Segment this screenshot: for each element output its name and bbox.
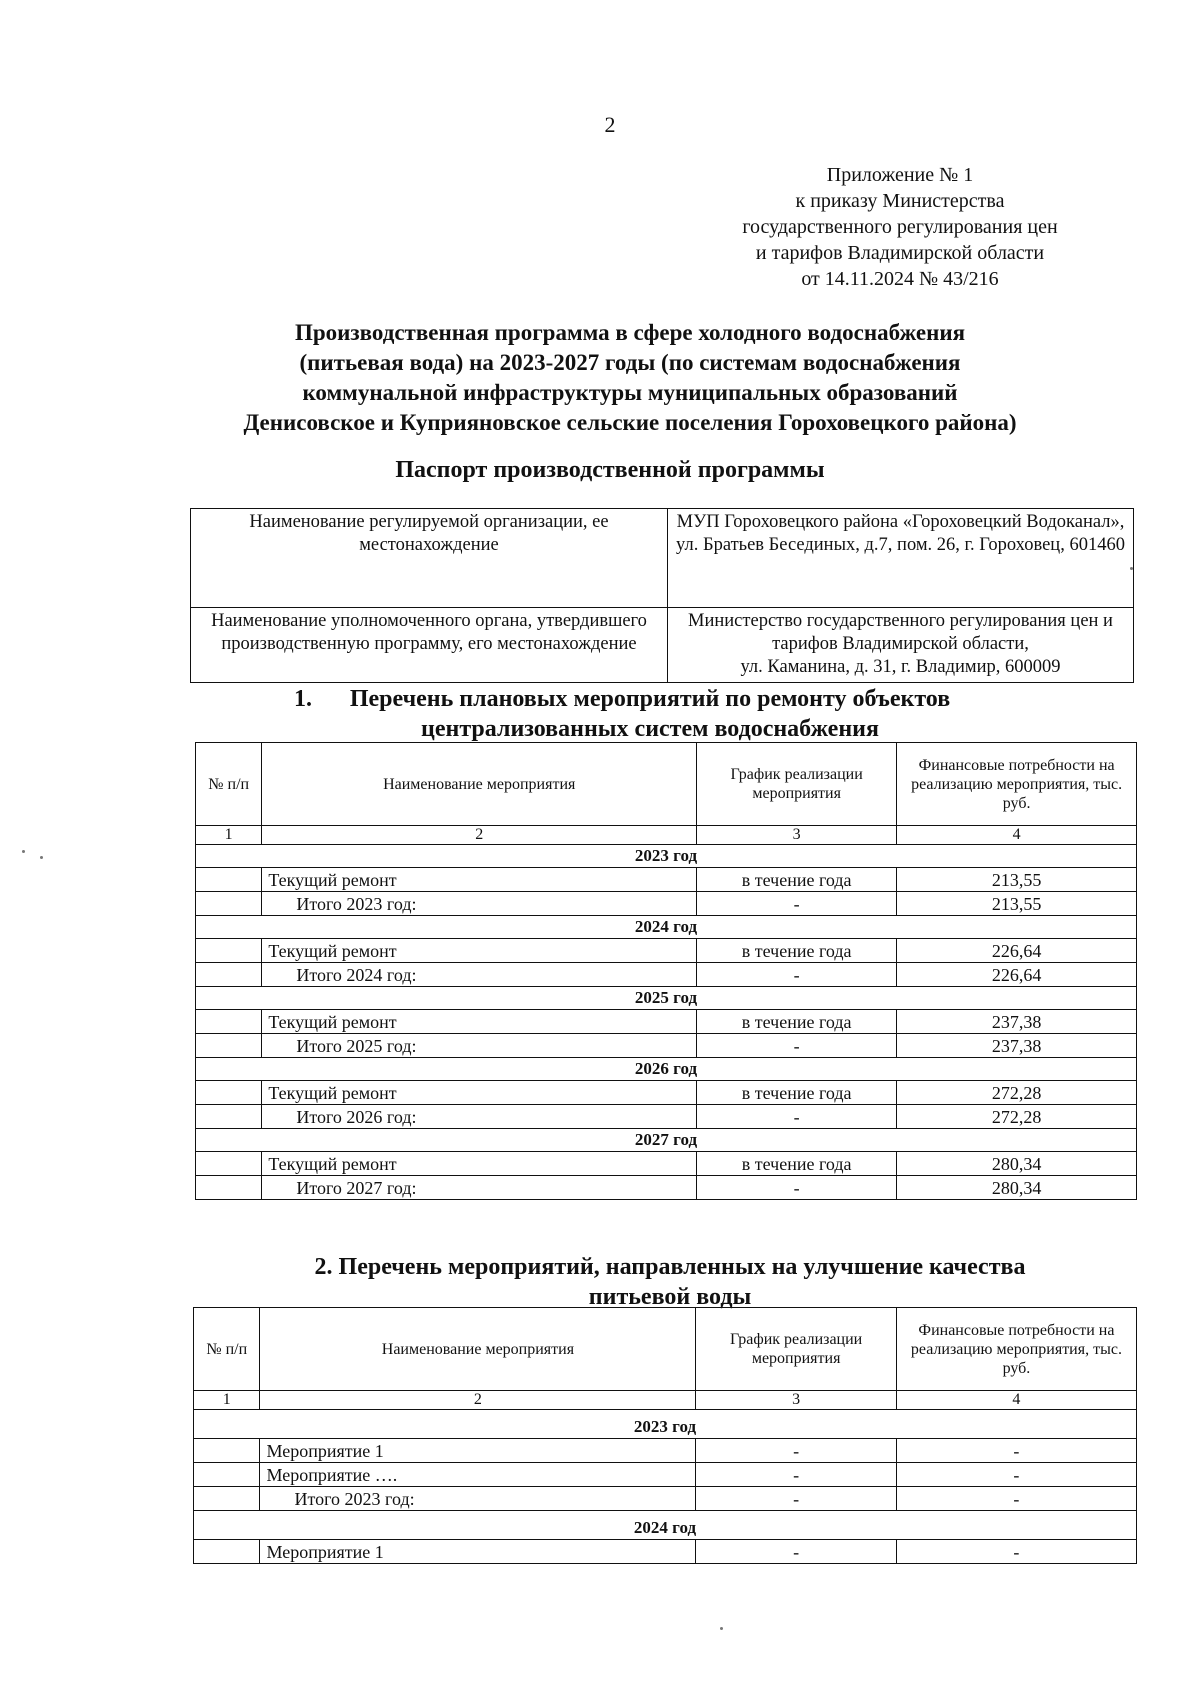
cell-number <box>196 892 262 916</box>
cell-schedule: - <box>696 1439 896 1463</box>
table-row-total <box>194 1487 1137 1511</box>
cell-number <box>196 963 262 987</box>
passport-title: Паспорт производственной программы <box>395 457 825 483</box>
title-line: Денисовское и Куприяновское сельские поселения Гороховецкого района) <box>243 410 1017 435</box>
passport-value-line: ул. Каманина, д. 31, г. Владимир, 600009 <box>740 657 1061 677</box>
appendix-line: государственного регулирования цен <box>742 216 1058 238</box>
title-line: (питьевая вода) на 2023-2027 годы (по системам водоснабжения <box>299 350 961 375</box>
section-title-line: 2. Перечень мероприятий, направленных на улучшение качества <box>314 1254 1026 1280</box>
passport-table <box>190 508 1134 683</box>
table-row-total <box>196 963 1137 987</box>
scan-speck <box>22 850 25 853</box>
cell-name: Текущий ремонт <box>262 1010 697 1034</box>
cell-name: Мероприятие …. <box>260 1463 696 1487</box>
cell-name: Итого 2023 год: <box>260 1487 696 1511</box>
document-title <box>190 318 1070 438</box>
year-label: 2024 год <box>194 1511 1137 1540</box>
year-row <box>196 1129 1137 1152</box>
year-label: 2025 год <box>196 987 1137 1010</box>
table-row <box>196 868 1137 892</box>
passport-value-line: МУП Гороховецкого района «Гороховецкий Водоканал», <box>676 512 1125 532</box>
col-number: 4 <box>897 826 1137 845</box>
cell-value: 226,64 <box>897 963 1137 987</box>
year-label: 2023 год <box>196 845 1137 868</box>
appendix-line: и тарифов Владимирской области <box>755 242 1045 264</box>
col-header-number: № п/п <box>194 1308 260 1391</box>
col-header-schedule: График реализации мероприятия <box>696 1308 896 1391</box>
table-row-total <box>196 1034 1137 1058</box>
year-row <box>194 1511 1137 1540</box>
table-row-total <box>196 1176 1137 1200</box>
section-title-line: Перечень плановых мероприятий по ремонту объектов <box>349 686 951 712</box>
cell-value: - <box>896 1540 1136 1564</box>
section2-title <box>230 1252 1110 1312</box>
title-line: Производственная программа в сфере холодного водоснабжения <box>294 320 966 345</box>
cell-name: Итого 2027 год: <box>262 1176 697 1200</box>
cell-value: - <box>896 1463 1136 1487</box>
year-row <box>196 916 1137 939</box>
table-row <box>196 1010 1137 1034</box>
col-header-finance: Финансовые потребности на реализацию мероприятия, тыс. руб. <box>896 1308 1136 1391</box>
year-row <box>194 1410 1137 1439</box>
passport-value-line: Министерство государственного регулирования цен и тарифов Владимирской области, <box>688 611 1113 654</box>
cell-number <box>196 1081 262 1105</box>
cell-schedule: в течение года <box>697 868 897 892</box>
cell-name: Итого 2024 год: <box>262 963 697 987</box>
cell-number <box>196 1105 262 1129</box>
col-number: 1 <box>194 1391 260 1410</box>
section-number: 1. <box>294 686 312 712</box>
appendix-line: Приложение № 1 <box>826 164 974 186</box>
table-row-total <box>196 1105 1137 1129</box>
section-title-line: централизованных систем водоснабжения <box>421 716 879 742</box>
scan-speck <box>720 1627 723 1630</box>
table-row <box>194 1540 1137 1564</box>
year-label: 2023 год <box>194 1410 1137 1439</box>
cell-number <box>194 1540 260 1564</box>
cell-number <box>196 939 262 963</box>
col-header-name: Наименование мероприятия <box>260 1308 696 1391</box>
cell-number <box>196 868 262 892</box>
cell-name: Мероприятие 1 <box>260 1439 696 1463</box>
table-row <box>194 1463 1137 1487</box>
col-header-number: № п/п <box>196 743 262 826</box>
col-number: 1 <box>196 826 262 845</box>
cell-value: - <box>896 1487 1136 1511</box>
table-row <box>196 1081 1137 1105</box>
cell-schedule: в течение года <box>697 1081 897 1105</box>
cell-name: Текущий ремонт <box>262 868 697 892</box>
cell-schedule: - <box>697 1034 897 1058</box>
appendix-header <box>700 162 1100 292</box>
appendix-line: к приказу Министерства <box>795 190 1005 212</box>
section-title-line: питьевой воды <box>588 1284 752 1310</box>
cell-number <box>194 1463 260 1487</box>
cell-name: Текущий ремонт <box>262 939 697 963</box>
cell-name: Итого 2025 год: <box>262 1034 697 1058</box>
year-row <box>196 1058 1137 1081</box>
cell-schedule: - <box>697 963 897 987</box>
table-row <box>196 1152 1137 1176</box>
cell-number <box>196 1034 262 1058</box>
cell-number <box>194 1439 260 1463</box>
cell-value: 226,64 <box>897 939 1137 963</box>
col-header-finance: Финансовые потребности на реализацию мероприятия, тыс. руб. <box>897 743 1137 826</box>
col-number: 2 <box>260 1391 696 1410</box>
cell-schedule: в течение года <box>697 1010 897 1034</box>
cell-schedule: в течение года <box>697 1152 897 1176</box>
table-row <box>194 1439 1137 1463</box>
year-label: 2027 год <box>196 1129 1137 1152</box>
passport-value <box>668 608 1134 683</box>
col-number: 4 <box>896 1391 1136 1410</box>
passport-value-line: ул. Братьев Бесединых, д.7, пом. 26, г. Гороховец, 601460 <box>676 535 1125 555</box>
appendix-line: от 14.11.2024 № 43/216 <box>801 268 999 290</box>
cell-value: 280,34 <box>897 1176 1137 1200</box>
cell-schedule: - <box>696 1487 896 1511</box>
cell-schedule: в течение года <box>697 939 897 963</box>
cell-name: Итого 2023 год: <box>262 892 697 916</box>
cell-name: Текущий ремонт <box>262 1152 697 1176</box>
cell-number <box>194 1487 260 1511</box>
section1-title <box>260 684 1040 744</box>
year-row <box>196 845 1137 868</box>
col-number: 2 <box>262 826 697 845</box>
scan-speck <box>40 856 43 859</box>
cell-name: Итого 2026 год: <box>262 1105 697 1129</box>
passport-row <box>191 509 1134 608</box>
passport-row <box>191 608 1134 683</box>
cell-name: Текущий ремонт <box>262 1081 697 1105</box>
title-line: коммунальной инфраструктуры муниципальных образований <box>302 380 958 405</box>
cell-value: 237,38 <box>897 1010 1137 1034</box>
cell-schedule: - <box>696 1463 896 1487</box>
cell-number <box>196 1010 262 1034</box>
repair-measures-table <box>195 742 1137 1200</box>
cell-number <box>196 1176 262 1200</box>
cell-value: 213,55 <box>897 868 1137 892</box>
water-quality-measures-table <box>193 1307 1137 1564</box>
column-number-row <box>196 826 1137 845</box>
col-number: 3 <box>697 826 897 845</box>
cell-value: - <box>896 1439 1136 1463</box>
cell-schedule: - <box>697 1105 897 1129</box>
column-number-row <box>194 1391 1137 1410</box>
col-header-name: Наименование мероприятия <box>262 743 697 826</box>
passport-label: Наименование регулируемой организации, ее местонахождение <box>191 509 668 608</box>
scan-speck <box>1130 567 1133 570</box>
cell-schedule: - <box>697 1176 897 1200</box>
year-row <box>196 987 1137 1010</box>
col-header-schedule: График реализации мероприятия <box>697 743 897 826</box>
passport-value <box>668 509 1134 608</box>
table-header-row <box>196 743 1137 826</box>
cell-value: 272,28 <box>897 1105 1137 1129</box>
passport-label: Наименование уполномоченного органа, утвердившего производственную программу, его местонахождение <box>191 608 668 683</box>
cell-value: 213,55 <box>897 892 1137 916</box>
year-label: 2026 год <box>196 1058 1137 1081</box>
page-number: 2 <box>604 112 616 137</box>
table-header-row <box>194 1308 1137 1391</box>
cell-number <box>196 1152 262 1176</box>
cell-value: 280,34 <box>897 1152 1137 1176</box>
table-row-total <box>196 892 1137 916</box>
cell-schedule: - <box>696 1540 896 1564</box>
cell-value: 272,28 <box>897 1081 1137 1105</box>
col-number: 3 <box>696 1391 896 1410</box>
cell-name: Мероприятие 1 <box>260 1540 696 1564</box>
year-label: 2024 год <box>196 916 1137 939</box>
cell-schedule: - <box>697 892 897 916</box>
table-row <box>196 939 1137 963</box>
cell-value: 237,38 <box>897 1034 1137 1058</box>
